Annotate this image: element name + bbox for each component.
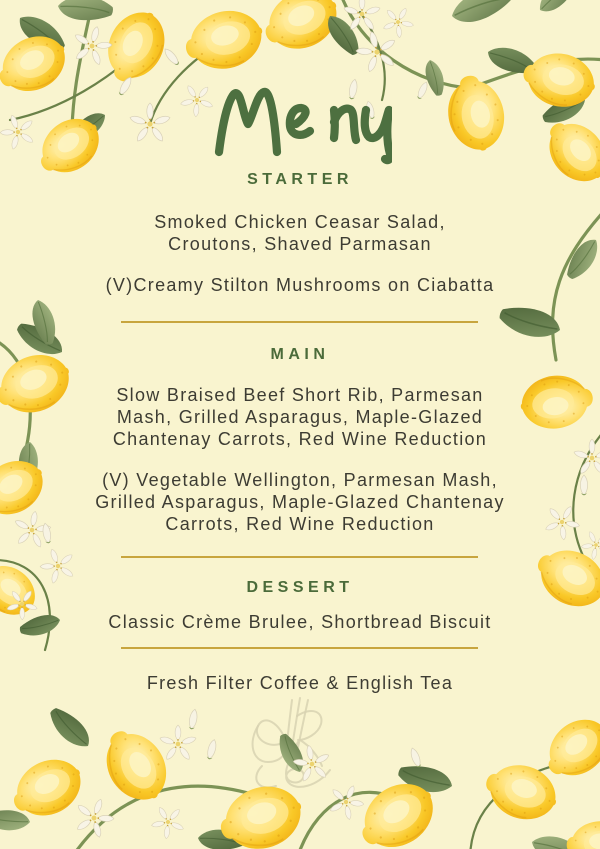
section-divider <box>121 556 478 558</box>
menu-item-line: Grilled Asparagus, Maple-Glazed Chantenay <box>95 492 505 512</box>
menu-item-line: (V)Creamy Stilton Mushrooms on Ciabatta <box>105 275 495 295</box>
menu-item-line: (V) Vegetable Wellington, Parmesan Mash, <box>102 470 498 490</box>
menu-title-script <box>208 84 392 168</box>
menu-item-starter-1 <box>0 211 600 255</box>
menu-item-starter-2 <box>0 274 600 296</box>
menu-item-line: Chantenay Carrots, Red Wine Reduction <box>112 429 488 449</box>
menu-item-dessert-1 <box>0 611 600 633</box>
menu-item-line: Croutons, Shaved Parmasan <box>168 234 432 254</box>
menu-item-main-2 <box>0 469 600 535</box>
menu-item-line: Slow Braised Beef Short Rib, Parmesan <box>116 385 484 405</box>
menu-item-line: Carrots, Red Wine Reduction <box>165 514 435 534</box>
menu-item-line: Fresh Filter Coffee & English Tea <box>146 673 454 693</box>
section-divider <box>121 647 478 649</box>
page-title <box>0 0 1 1</box>
section-heading-dessert: DESSERT <box>246 579 354 596</box>
section-heading-starter: STARTER <box>247 171 353 188</box>
menu-item-beverages <box>0 672 600 694</box>
section-divider <box>121 321 478 323</box>
section-heading-main: MAIN <box>270 346 330 363</box>
menu-item-line: Mash, Grilled Asparagus, Maple-Glazed <box>116 407 484 427</box>
menu-item-main-1 <box>0 384 600 450</box>
menu-item-line: Classic Crème Brulee, Shortbread Biscuit <box>108 612 492 632</box>
menu-item-line: Smoked Chicken Ceasar Salad, <box>154 212 446 232</box>
